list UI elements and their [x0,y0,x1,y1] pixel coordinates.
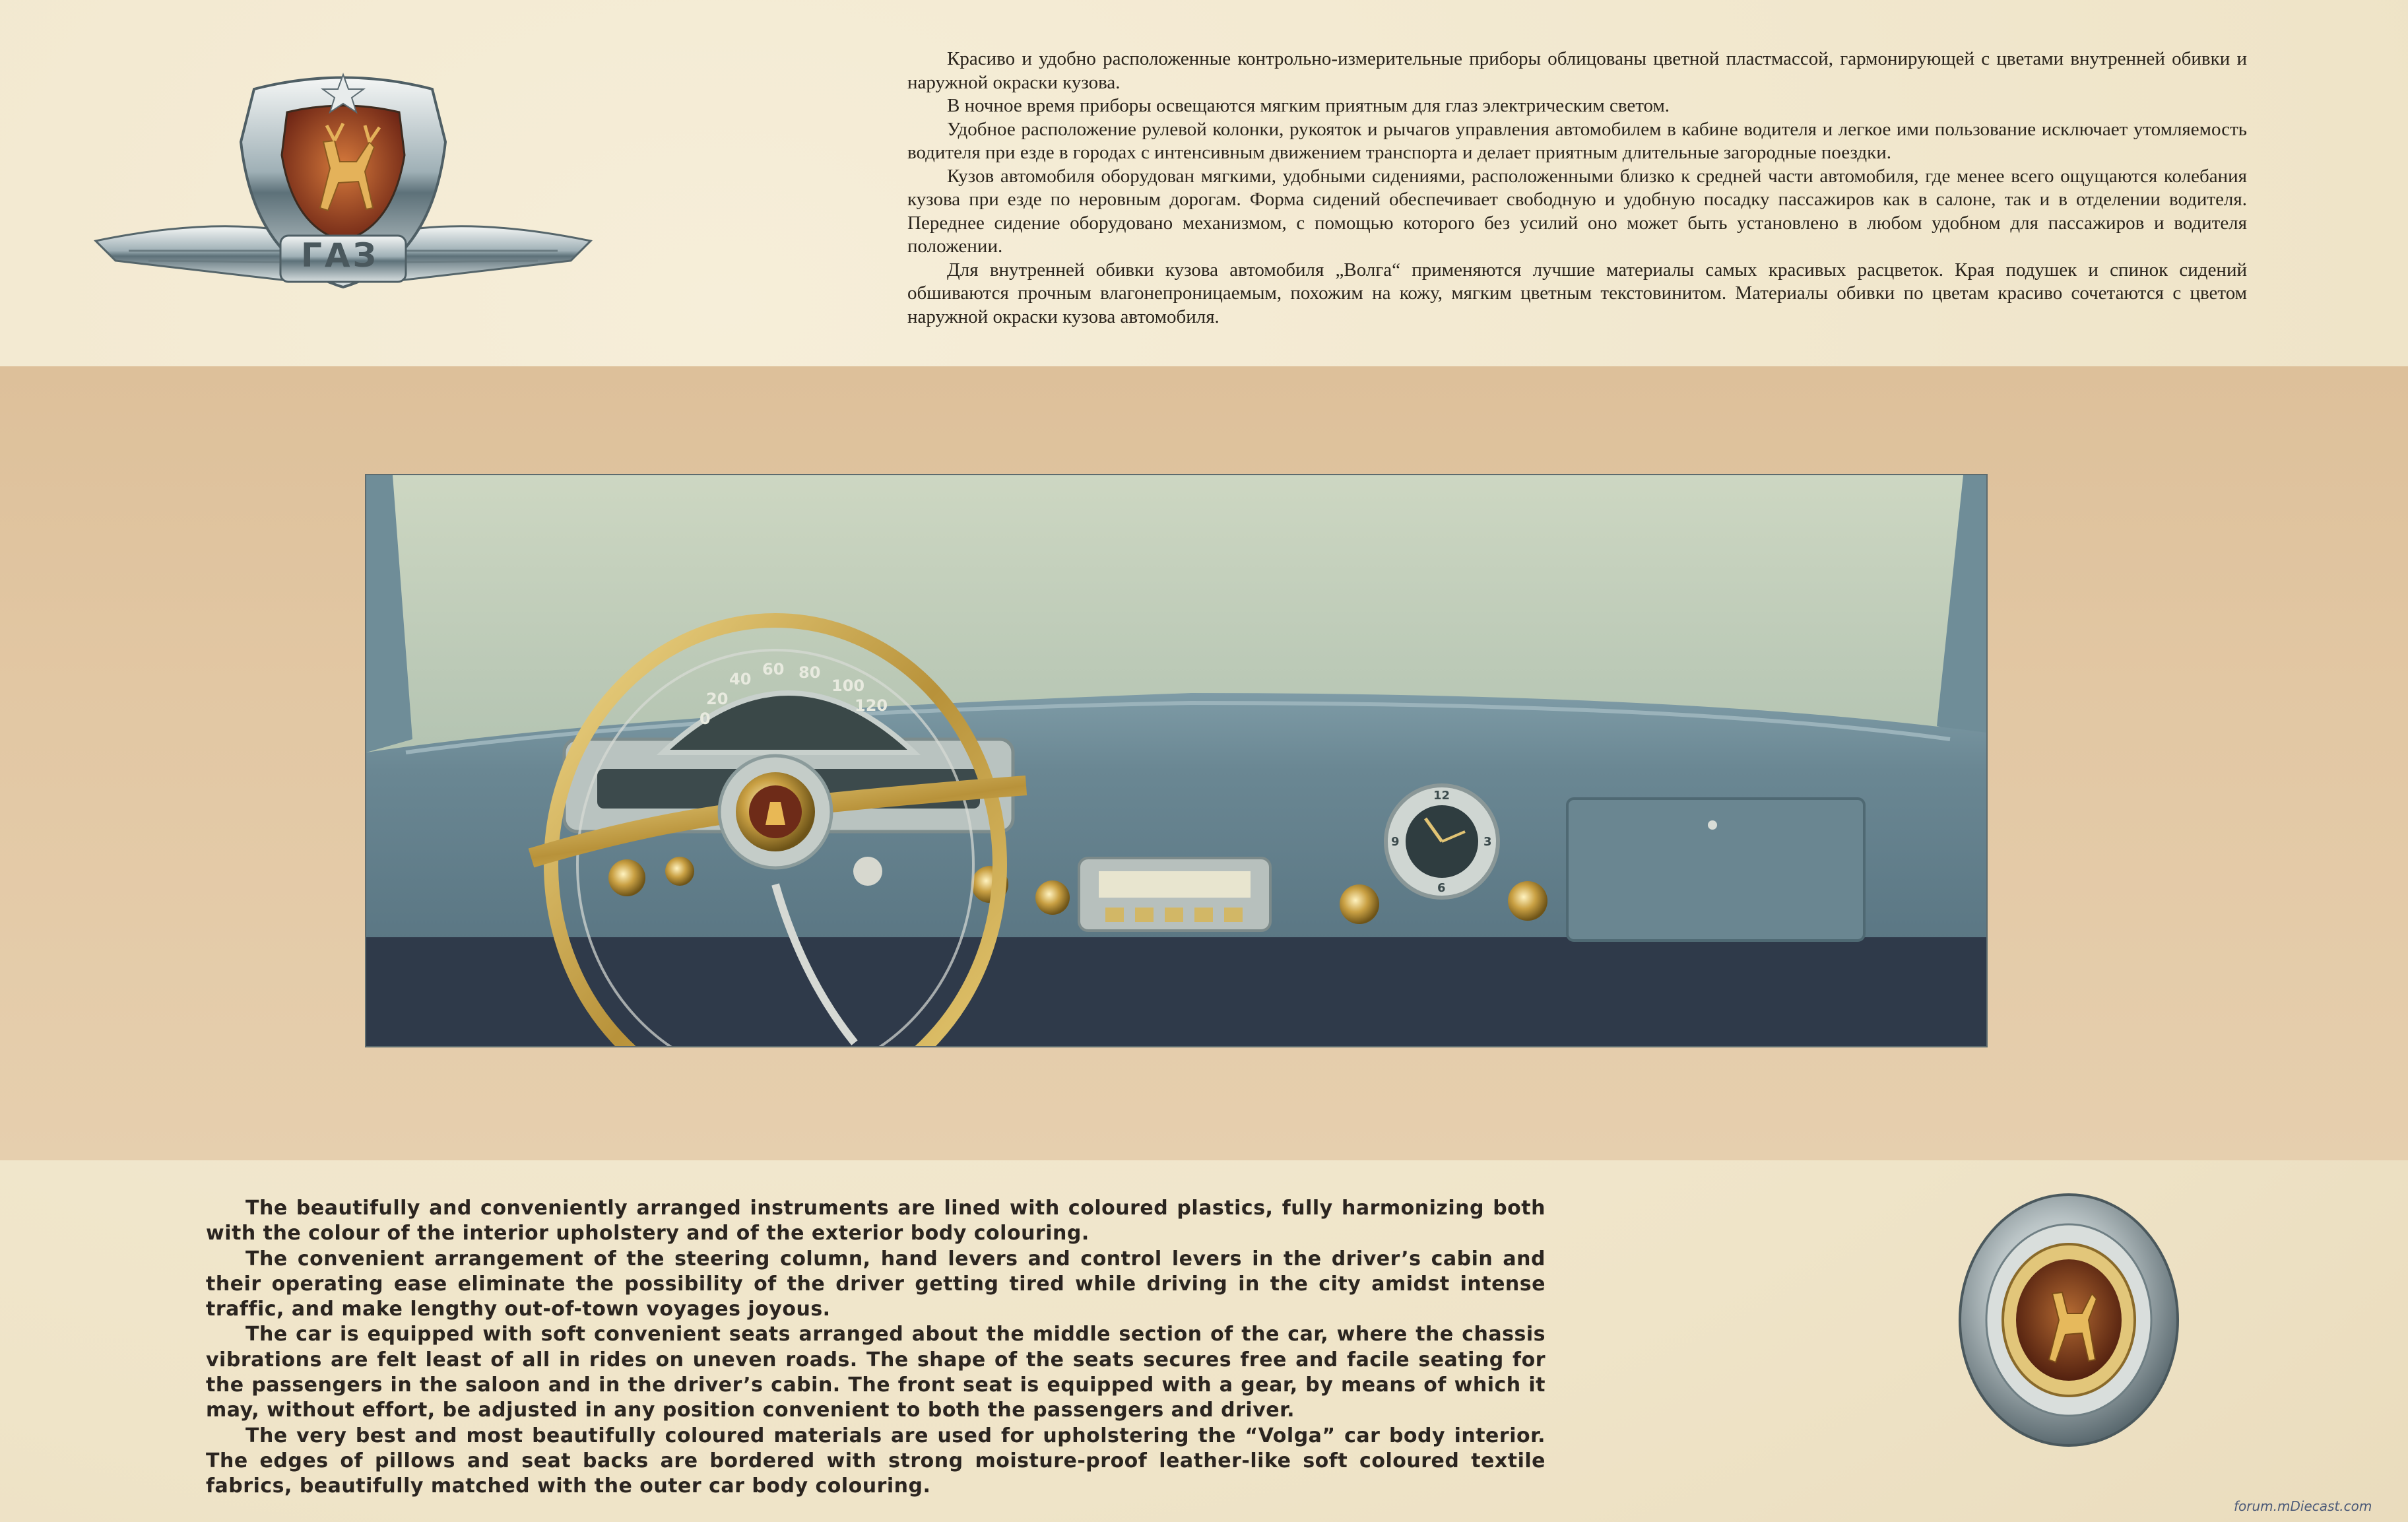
clock-numeral: 9 [1391,835,1400,849]
watermark: forum.mDiecast.com [2234,1498,2372,1514]
speed-tick: 40 [729,670,752,688]
speed-tick: 20 [706,690,729,708]
gaz-deer-emblem-icon [89,63,597,347]
dashboard-photo [366,475,1986,1046]
clock-numeral: 3 [1483,835,1492,849]
speed-tick: 80 [798,663,821,682]
clock-numeral: 6 [1437,881,1446,895]
russian-paragraph-1: Красиво и удобно расположенные контрольно-измерительные приборы облицованы цветной пластмассой, гармонирующей с цветами внутренней обивки и наружной окраски кузова. [907,48,2247,93]
english-text-block [206,1196,1546,1500]
russian-text-block [907,48,2247,329]
english-paragraph-3: The car is equipped with soft convenient seats arranged about the middle section of the car, where the chassis vibrations are felt least of all in rides on uneven roads. The shape of the seats secures free and facile seating for the passengers in the saloon and in the driver’s cabin. The front seat is equipped with a gear, by means of which it may, without effort, be adjusted in any position convenient to both the passengers and driver. [206,1323,1546,1422]
deer-hubcap-icon [1957,1188,2181,1452]
russian-paragraph-4: Кузов автомобиля оборудован мягкими, удобными сидениями, расположенными близко к средней части автомобиля, где менее всего ощущаются колебания кузова при езде по неровным дорогам. Форма сидений обеспечивает свободную и удобную посадку пассажиров как в салоне, так и в отделении водителя. Переднее сидение оборудовано механизмом, с помощью которого без усилий оно может быть установлено в любом удобном для пассажиров и водителя положении. [907,165,2247,257]
russian-paragraph-5: Для внутренней обивки кузова автомобиля „Волга“ применяются лучшие материалы самых красивых расцветок. Края подушек и спинок сидений обшиваются прочным влагонепроницаемым, похожим на кожу, мягким цветным текстовинитом. Материалы обивки по цветам красиво сочетаются с цветом наружной окраски кузова автомобиля. [907,259,2247,327]
speed-tick: 120 [855,696,888,715]
speed-tick: 0 [700,710,711,728]
russian-paragraph-2: В ночное время приборы освещаются мягким приятным для глаз электрическим светом. [947,95,1670,116]
english-paragraph-4: The very best and most beautifully coloured materials are used for upholstering the “Volga” car body interior. The edges of pillows and seat backs are bordered with strong moisture-proof leather-like soft coloured textile fabrics, beautifully matched with the outer car body colouring. [206,1424,1546,1498]
russian-paragraph-3: Удобное расположение рулевой колонки, рукояток и рычагов управления автомобилем в кабине водителя и легкое ими пользование исключает утомляемость водителя при езде в городах с интенсивным движением транспорта и делает приятным длительные загородные поездки. [907,118,2247,163]
speedometer [700,660,897,726]
english-paragraph-2: The convenient arrangement of the steering column, hand levers and control levers in the driver’s cabin and their operating ease eliminate the possibility of the driver getting tired while driving in the city amidst intense traffic, and make lengthy out-of-town voyages joyous. [206,1247,1546,1321]
english-paragraph-1: The beautifully and conveniently arranged instruments are lined with coloured plastics, fully harmonizing both with the colour of the interior upholstery and of the exterior body colouring. [206,1197,1546,1245]
speed-tick: 100 [831,677,865,695]
clock [1386,785,1498,898]
emblem-label: ГАЗ [300,236,379,275]
speed-tick: 60 [762,660,785,678]
clock-numeral: 12 [1433,789,1450,803]
